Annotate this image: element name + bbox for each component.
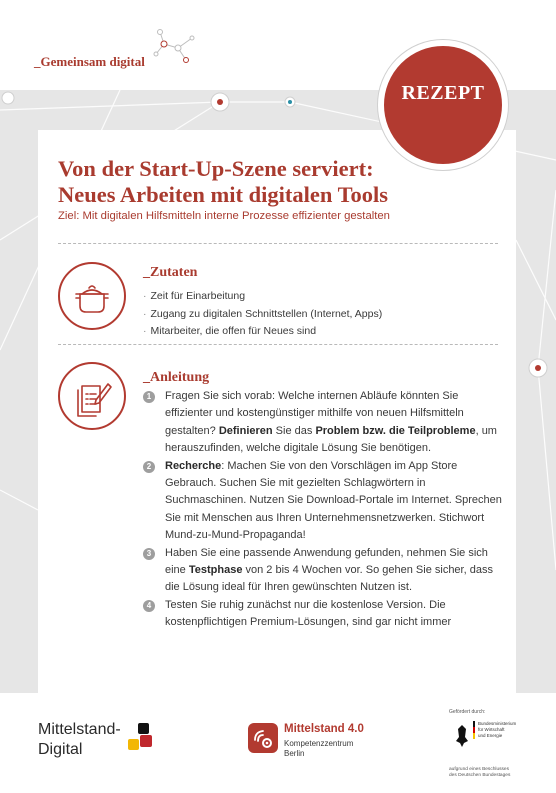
list-item: · Zeit für Einarbeitung [143, 288, 382, 306]
step-number: 4 [143, 600, 155, 612]
list-item: · Zugang zu digitalen Schnittstellen (Internet, Apps) [143, 306, 382, 324]
recipe-badge [378, 40, 508, 170]
list-item: 1 Fragen Sie sich vorab: Welche internen Abläufe könnten Sie effizienter und kostengünstiger mithilfe von neuen Hilfsmitteln gestalten? Definieren Sie das Problem bzw. die Teilprobleme, um herauszufinden, welche digitale Lösung Sie benötigen. [143, 388, 503, 458]
funding-note: Gefördert durch: [449, 709, 486, 715]
page-subtitle: Ziel: Mit digitalen Hilfsmitteln interne Prozesse effizienter gestalten [58, 210, 390, 222]
step-number: 1 [143, 391, 155, 403]
m40-subtitle: Kompetenzzentrum Berlin [284, 739, 354, 758]
step-number: 3 [143, 548, 155, 560]
zutaten-heading: _Zutaten [143, 265, 198, 280]
bundestag-note: aufgrund eines Beschlusses des Deutschen Bundestages [449, 767, 511, 778]
ministry-name: Bundesministerium für Wirtschaft und Energie [478, 721, 517, 738]
divider [58, 344, 498, 345]
brand-name: _Gemeinsam digital [34, 54, 145, 69]
page-footer [0, 693, 556, 793]
anleitung-steps [143, 388, 503, 632]
anleitung-heading: _Anleitung [143, 370, 210, 385]
federal-eagle-icon [452, 721, 476, 761]
title-line-1: Von der Start-Up-Szene serviert: [58, 156, 374, 181]
cooking-pot-icon [58, 262, 126, 330]
list-item: 3 Haben Sie eine passende Anwendung gefunden, nehmen Sie sich eine Testphase von 2 bis 4 Wochen vor. So gehen Sie sicher, dass die Lösung ideal für Ihren gewünschten Nutzen ist. [143, 545, 503, 597]
list-item: · Mitarbeiter, die offen für Neues sind [143, 323, 382, 341]
list-item: 4 Testen Sie ruhig zunächst nur die kostenlose Version. Die kostenpflichtigen Premium-Lösungen, sind gar nicht immer [143, 597, 503, 632]
document-pen-icon [58, 362, 126, 430]
title-line-2: Neues Arbeiten mit digitalen Tools [58, 182, 389, 207]
divider [58, 243, 498, 244]
page-title [58, 156, 478, 208]
mittelstand-digital-logo: Mittelstand- Digital [38, 721, 121, 758]
squares-icon [128, 723, 158, 753]
network-icon [150, 26, 200, 71]
step-number: 2 [143, 461, 155, 473]
badge-label: REZEPT [401, 82, 485, 104]
list-item: 2 Recherche: Machen Sie von den Vorschlägen im App Store Gebrauch. Suchen Sie mit gezielten Schlagwörtern in Suchmaschinen. Nutzen Sie Download-Portale im Internet. Sprechen Sie mit Menschen aus Ihren Unternehmensnetzwerken. Stichwort Mund-zu-Mund-Propaganda! [143, 458, 503, 545]
wifi-gear-icon [248, 723, 278, 753]
m40-title: Mittelstand 4.0 [284, 723, 364, 735]
zutaten-list [143, 288, 382, 341]
